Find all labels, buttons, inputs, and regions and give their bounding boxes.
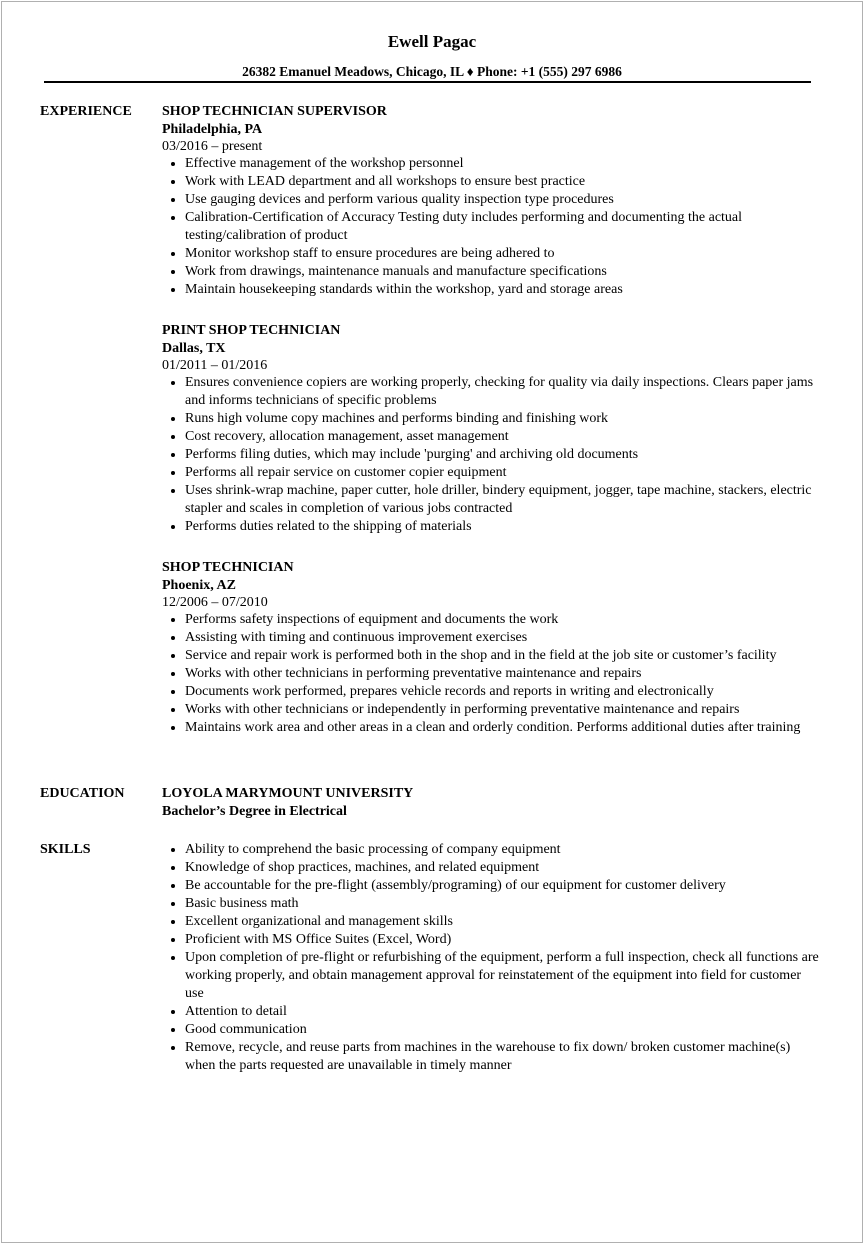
skill-item: Upon completion of pre-flight or refurbishing of the equipment, perform a full inspection, check all functions are working properly, and obtain management approval for reinstatement of the equipment into field for customer use <box>162 949 822 1003</box>
skills-list <box>162 841 822 1075</box>
job-dates: 12/2006 – 07/2010 <box>162 595 268 610</box>
job-duties <box>162 611 822 737</box>
duty-item: Uses shrink-wrap machine, paper cutter, hole driller, bindery equipment, jogger, tape machine, stackers, electric stapler and scales in completion of various jobs contracted <box>162 482 822 518</box>
job-dates: 03/2016 – present <box>162 139 263 154</box>
job-duties <box>162 374 822 536</box>
duty-item: Performs all repair service on customer copier equipment <box>162 464 822 482</box>
header-divider <box>44 81 811 83</box>
job-location: Philadelphia, PA <box>162 122 263 137</box>
experience-heading: EXPERIENCE <box>40 104 132 119</box>
skill-item: Be accountable for the pre-flight (assembly/programing) of our equipment for customer delivery <box>162 877 822 895</box>
duty-item: Effective management of the workshop personnel <box>162 155 822 173</box>
duty-item: Performs filing duties, which may include 'purging' and archiving old documents <box>162 446 822 464</box>
skill-item: Excellent organizational and management skills <box>162 913 822 931</box>
contact-line: 26382 Emanuel Meadows, Chicago, IL ♦ Phone: +1 (555) 297 6986 <box>242 64 622 79</box>
skills-heading: SKILLS <box>40 842 91 857</box>
job-title: SHOP TECHNICIAN <box>162 560 294 575</box>
duty-item: Service and repair work is performed both in the shop and in the field at the job site or customer’s facility <box>162 647 822 665</box>
duty-item: Documents work performed, prepares vehicle records and reports in writing and electronically <box>162 683 822 701</box>
skill-item: Remove, recycle, and reuse parts from machines in the warehouse to fix down/ broken customer machine(s) when the parts requested are unavailable in timely manner <box>162 1039 822 1075</box>
duty-item: Runs high volume copy machines and performs binding and finishing work <box>162 410 822 428</box>
resume-page <box>1 1 863 1243</box>
skill-item: Good communication <box>162 1021 822 1039</box>
skill-item: Attention to detail <box>162 1003 822 1021</box>
duty-item: Work from drawings, maintenance manuals and manufacture specifications <box>162 263 822 281</box>
duty-item: Maintain housekeeping standards within the workshop, yard and storage areas <box>162 281 822 299</box>
duty-item: Performs safety inspections of equipment and documents the work <box>162 611 822 629</box>
duty-item: Works with other technicians in performing preventative maintenance and repairs <box>162 665 822 683</box>
job-dates: 01/2011 – 01/2016 <box>162 358 268 373</box>
skill-item: Proficient with MS Office Suites (Excel, Word) <box>162 931 822 949</box>
skills-body <box>162 841 822 1075</box>
job-title: PRINT SHOP TECHNICIAN <box>162 323 341 338</box>
job-location: Phoenix, AZ <box>162 578 236 593</box>
duty-item: Use gauging devices and perform various quality inspection type procedures <box>162 191 822 209</box>
job-location: Dallas, TX <box>162 341 226 356</box>
duty-item: Ensures convenience copiers are working properly, checking for quality via daily inspections. Clears paper jams and informs technicians of specific problems <box>162 374 822 410</box>
job-entry <box>162 103 822 299</box>
experience-body <box>162 103 822 760</box>
duty-item: Assisting with timing and continuous improvement exercises <box>162 629 822 647</box>
duty-item: Performs duties related to the shipping of materials <box>162 518 822 536</box>
job-entry <box>162 322 822 536</box>
job-entry <box>162 559 822 737</box>
skill-item: Knowledge of shop practices, machines, and related equipment <box>162 859 822 877</box>
duty-item: Works with other technicians or independently in performing preventative maintenance and repairs <box>162 701 822 719</box>
duty-item: Monitor workshop staff to ensure procedures are being adhered to <box>162 245 822 263</box>
degree: Bachelor’s Degree in Electrical <box>162 804 347 819</box>
education-heading: EDUCATION <box>40 786 125 801</box>
duty-item: Work with LEAD department and all workshops to ensure best practice <box>162 173 822 191</box>
candidate-name: Ewell Pagac <box>387 32 477 51</box>
duty-item: Cost recovery, allocation management, asset management <box>162 428 822 446</box>
job-duties <box>162 155 822 299</box>
duty-item: Maintains work area and other areas in a clean and orderly condition. Performs additional duties after training <box>162 719 822 737</box>
skill-item: Ability to comprehend the basic processing of company equipment <box>162 841 822 859</box>
school-name: LOYOLA MARYMOUNT UNIVERSITY <box>162 786 414 801</box>
job-title: SHOP TECHNICIAN SUPERVISOR <box>162 104 387 119</box>
skill-item: Basic business math <box>162 895 822 913</box>
duty-item: Calibration-Certification of Accuracy Testing duty includes performing and documenting the actual testing/calibration of product <box>162 209 822 245</box>
education-body <box>162 785 822 820</box>
